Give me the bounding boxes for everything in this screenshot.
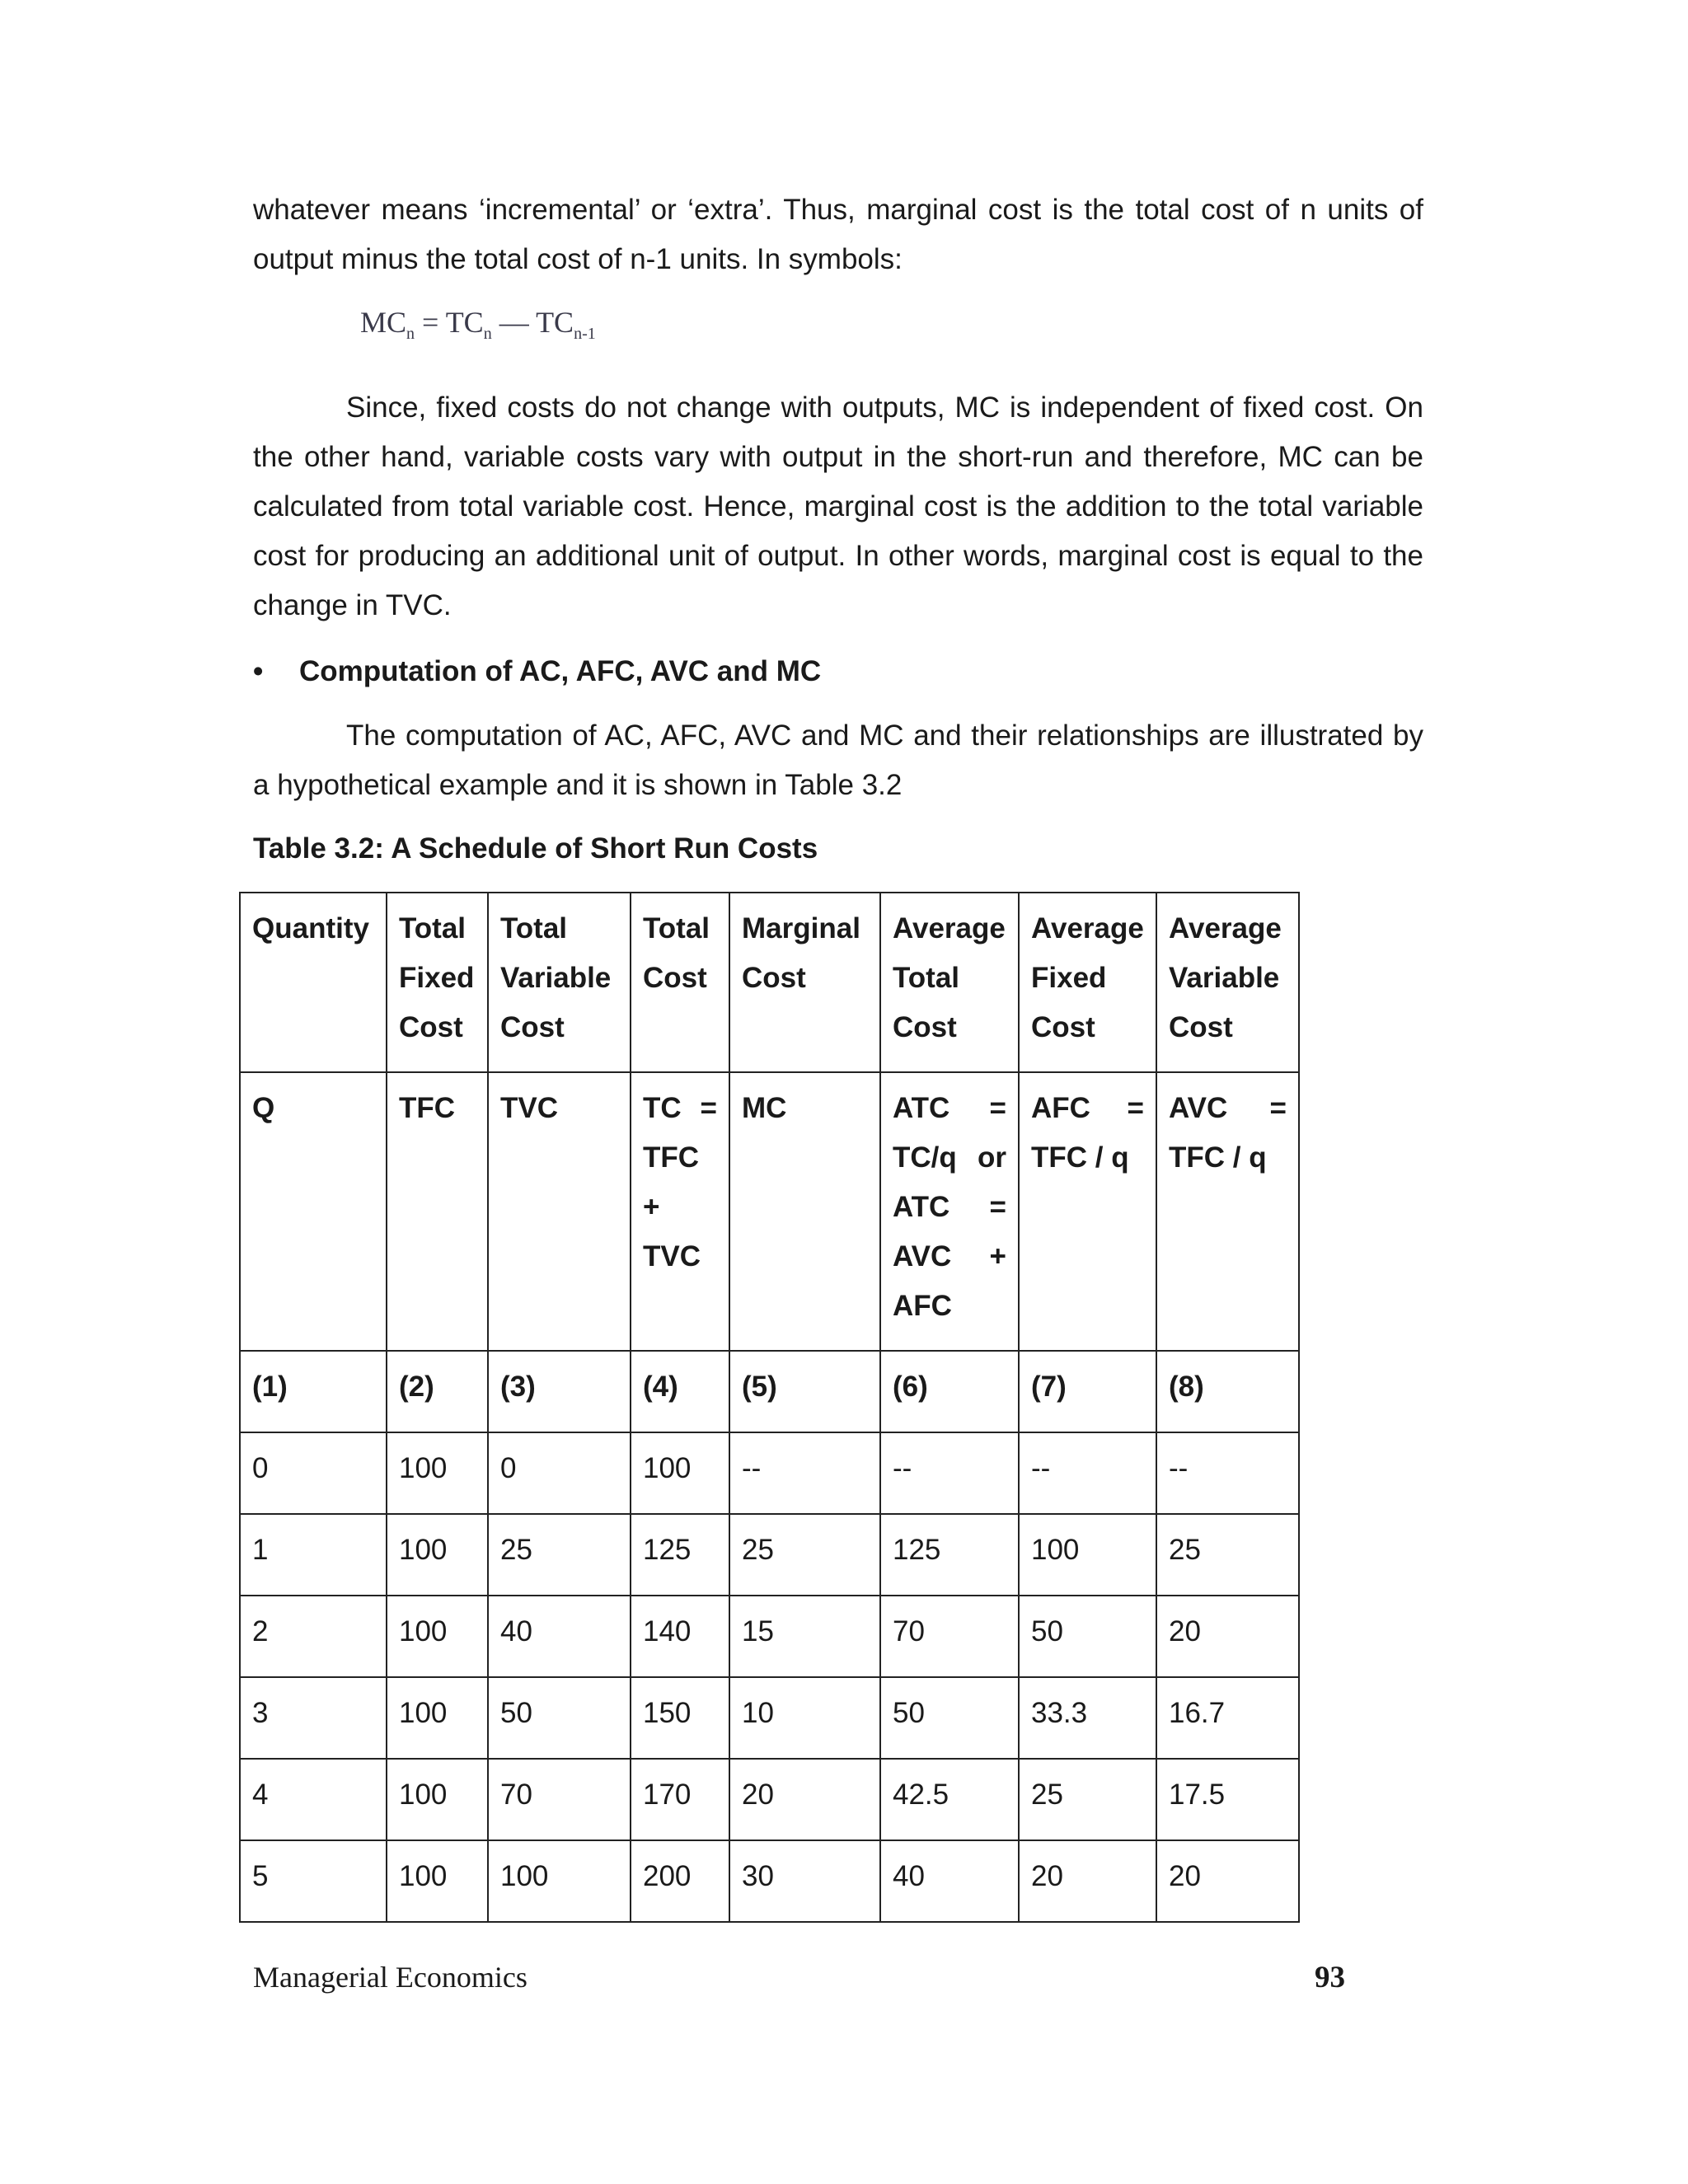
table-cell: 170 [631,1759,729,1840]
table-cell: 30 [729,1840,880,1922]
header-cell: Average Total Cost [880,893,1019,1072]
table-cell: 125 [880,1514,1019,1596]
table-header-row [240,893,1299,1072]
table-row [240,1514,1299,1596]
section-heading [253,647,821,696]
table-cell: 100 [387,1677,488,1759]
table-cell: 16.7 [1156,1677,1299,1759]
table-cell: 140 [631,1596,729,1677]
marginal-cost-formula [360,305,596,344]
abbr-cell: TC = TFC + TVC [631,1072,729,1351]
header-cell: Total Cost [631,893,729,1072]
table-cell: 100 [387,1432,488,1514]
table-cell: 100 [387,1514,488,1596]
table-row [240,1677,1299,1759]
table-cell: 50 [1019,1596,1156,1677]
formula-tc-n-subscript: n [483,325,492,343]
table-cell: -- [1019,1432,1156,1514]
column-number-cell: (6) [880,1351,1019,1432]
table-cell: -- [880,1432,1019,1514]
paragraph-computation-intro: The computation of AC, AFC, AVC and MC and their relationships are illustrated by a hypothetical example and it is shown in Table 3.2 [253,719,1423,801]
table-cell: 100 [1019,1514,1156,1596]
table-cell: 25 [1019,1759,1156,1840]
table-cell: 1 [240,1514,387,1596]
table-cell: 20 [1156,1840,1299,1922]
header-cell: Total Fixed Cost [387,893,488,1072]
abbr-cell: ATC = TC/q or ATC = AVC + AFC [880,1072,1019,1351]
table-cell: 20 [1156,1596,1299,1677]
table-cell: -- [1156,1432,1299,1514]
formula-tc-n-1-subscript: n-1 [574,325,596,343]
table-cell: 17.5 [1156,1759,1299,1840]
header-cell: Marginal Cost [729,893,880,1072]
column-number-cell: (2) [387,1351,488,1432]
formula-tc-n: TC [445,306,484,339]
table-cell: 20 [1019,1840,1156,1922]
header-cell: Quantity [240,893,387,1072]
table-cell: 200 [631,1840,729,1922]
table-cell: 40 [880,1840,1019,1922]
abbr-cell: AFC = TFC / q [1019,1072,1156,1351]
column-number-cell: (3) [488,1351,631,1432]
paragraph-marginal-cost-definition: whatever means ‘incremental’ or ‘extra’. Thus, marginal cost is the total cost of n units of output minus the total cost of n-1 units. In symbols: [253,194,1423,275]
table-cell: 40 [488,1596,631,1677]
table-cell: 25 [729,1514,880,1596]
table-cell: 100 [631,1432,729,1514]
column-number-cell: (1) [240,1351,387,1432]
table-cell: 33.3 [1019,1677,1156,1759]
table-cell: 5 [240,1840,387,1922]
table-cell: 25 [1156,1514,1299,1596]
table-row [240,1432,1299,1514]
header-cell: Average Fixed Cost [1019,893,1156,1072]
abbr-cell: TVC [488,1072,631,1351]
table-cell: 2 [240,1596,387,1677]
table-cell: 0 [488,1432,631,1514]
section-heading-text: Computation of AC, AFC, AVC and MC [299,655,822,687]
table-row [240,1596,1299,1677]
table-cell: 15 [729,1596,880,1677]
bullet-icon: • [253,655,264,687]
table-cell: 125 [631,1514,729,1596]
table-cell: 42.5 [880,1759,1019,1840]
table-cell: 100 [387,1596,488,1677]
table-cell: 150 [631,1677,729,1759]
column-number-cell: (5) [729,1351,880,1432]
table-row [240,1759,1299,1840]
column-number-cell: (7) [1019,1351,1156,1432]
table-cell: -- [729,1432,880,1514]
table-cell: 100 [387,1840,488,1922]
table-cell: 50 [880,1677,1019,1759]
table-cell: 0 [240,1432,387,1514]
abbr-cell: TFC [387,1072,488,1351]
formula-minus: — [491,306,537,339]
table-cell: 70 [880,1596,1019,1677]
header-cell: Average Variable Cost [1156,893,1299,1072]
abbr-cell: MC [729,1072,880,1351]
column-number-cell: (8) [1156,1351,1299,1432]
table-cell: 20 [729,1759,880,1840]
table-cell: 10 [729,1677,880,1759]
abbr-cell: AVC = TFC / q [1156,1072,1299,1351]
paragraph-fixed-costs: Since, fixed costs do not change with outputs, MC is independent of fixed cost. On the other hand, variable costs vary with output in the short-run and therefore, MC can be calculated from total variable cost. Hence, marginal cost is the addition to the total variable cost for producing an additional unit of output. In other words, marginal cost is equal to the change in TVC. [253,391,1423,621]
column-number-cell: (4) [631,1351,729,1432]
table-cell: 70 [488,1759,631,1840]
table-cell: 25 [488,1514,631,1596]
formula-mc-subscript: n [406,325,415,343]
footer-book-title: Managerial Economics [253,1961,528,1994]
table-row [240,1840,1299,1922]
table-column-number-row [240,1351,1299,1432]
table-abbreviation-row [240,1072,1299,1351]
table-cell: 100 [387,1759,488,1840]
table-cell: 50 [488,1677,631,1759]
formula-tc-n-1: TC [536,306,574,339]
table-caption: Table 3.2: A Schedule of Short Run Costs [253,832,818,865]
table-cell: 4 [240,1759,387,1840]
header-cell: Total Variable Cost [488,893,631,1072]
abbr-cell: Q [240,1072,387,1351]
table-cell: 3 [240,1677,387,1759]
formula-equals: = [415,306,446,339]
table-cell: 100 [488,1840,631,1922]
formula-mc: MC [360,306,407,339]
footer-page-number: 93 [1315,1961,1345,1994]
short-run-costs-table [239,892,1300,1923]
